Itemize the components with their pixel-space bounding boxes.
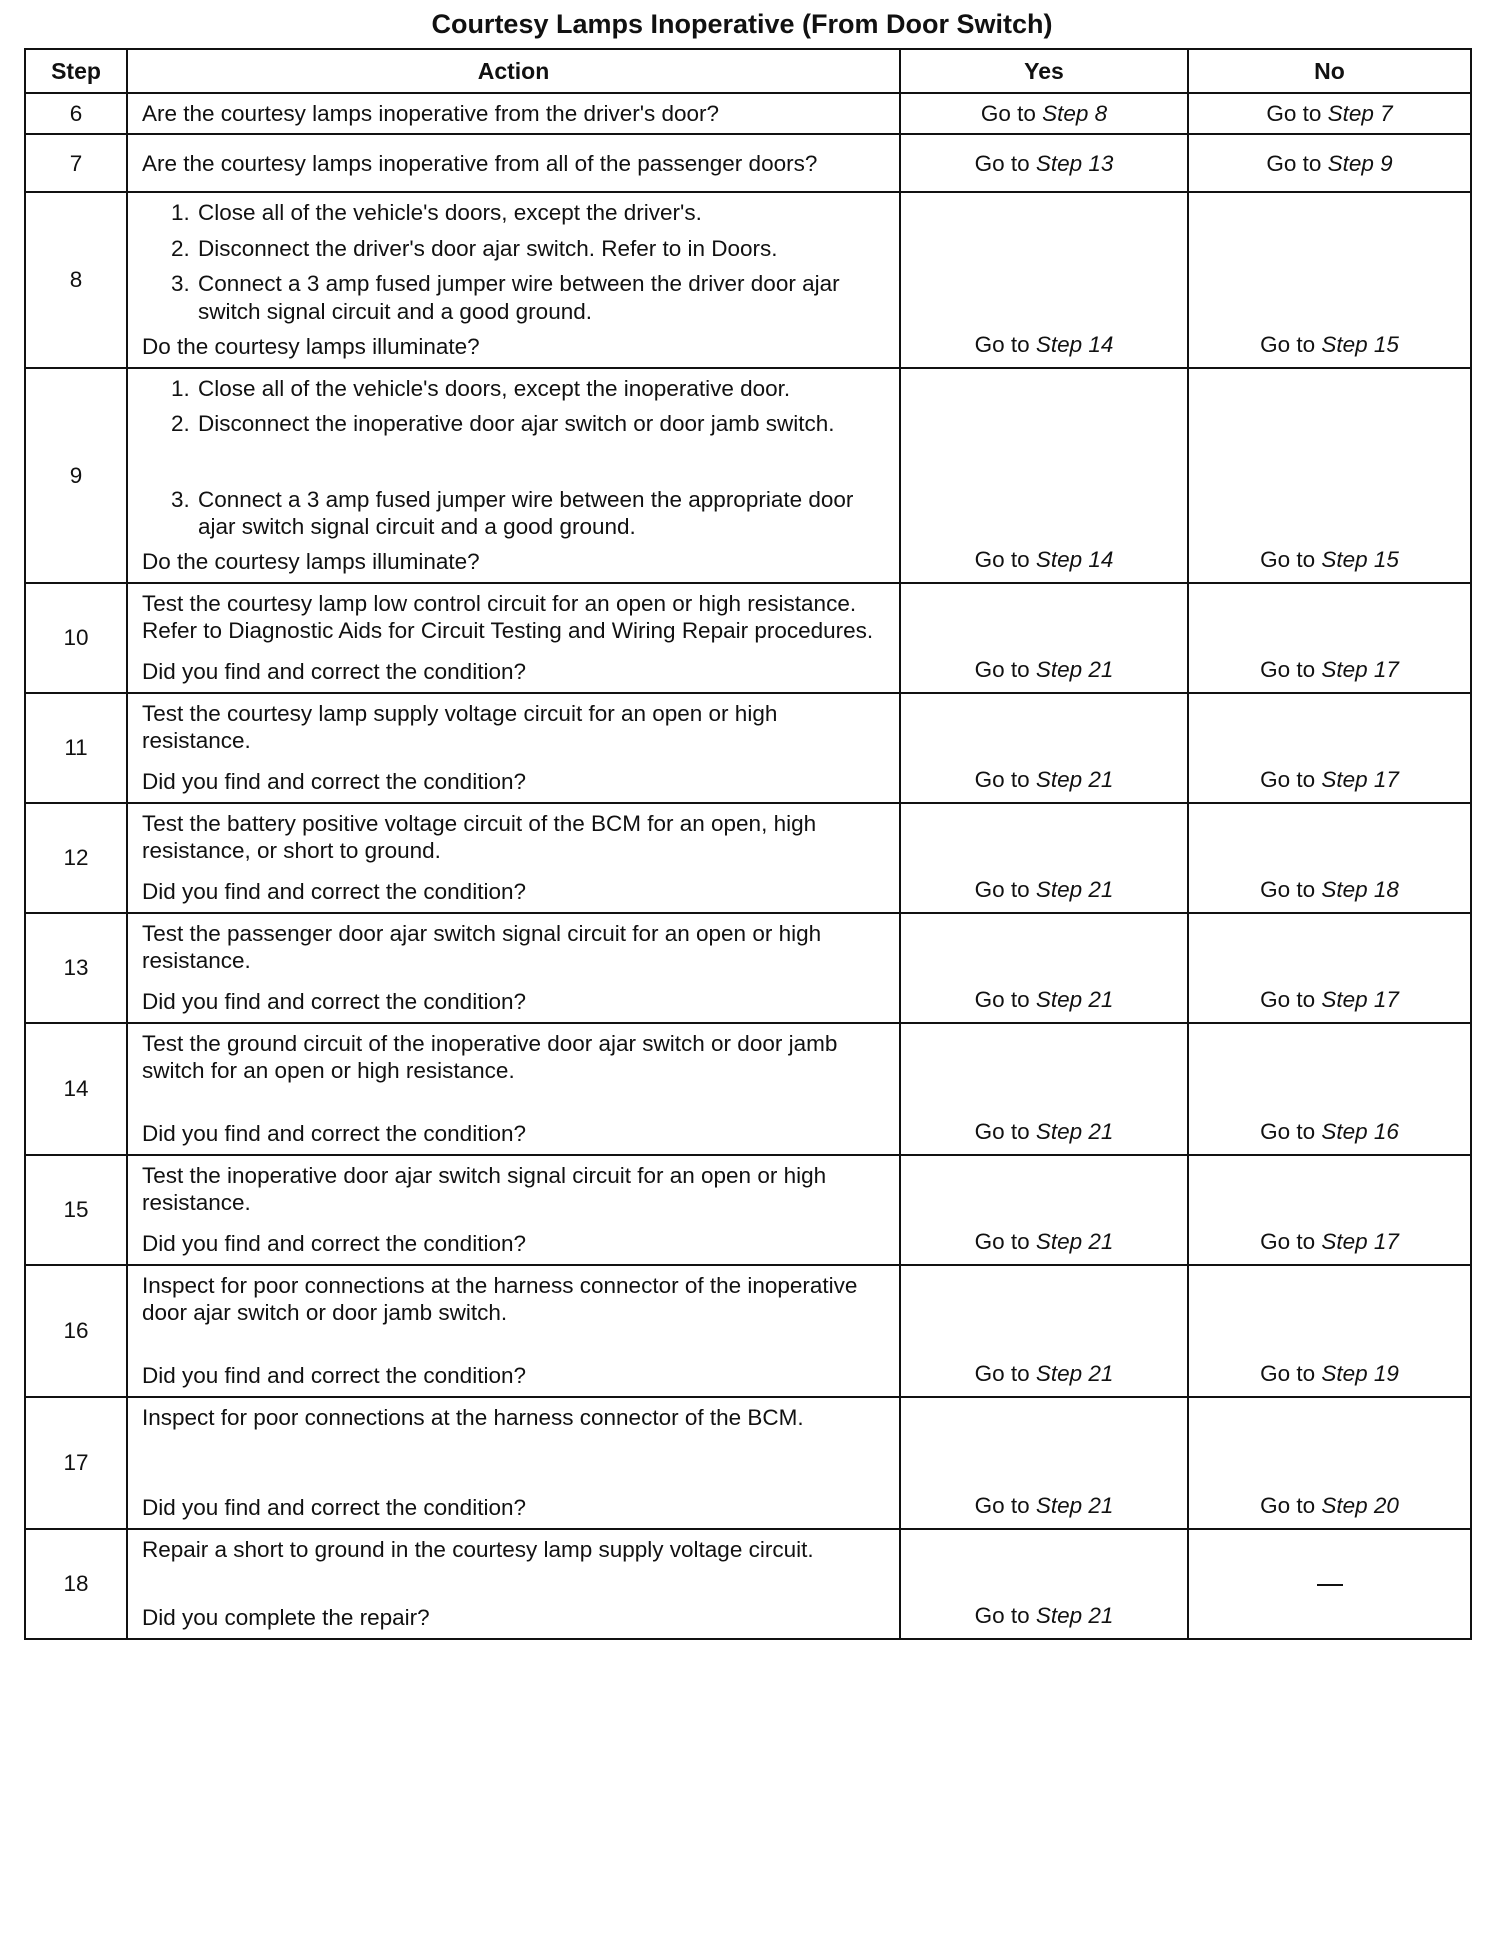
no-cell: [1188, 1023, 1471, 1155]
step-reference: Step 14: [1035, 547, 1114, 573]
table-row: [25, 583, 1471, 693]
step-reference: Step 16: [1321, 1119, 1399, 1145]
action-question: Did you complete the repair?: [142, 1605, 430, 1631]
action-content: [142, 1536, 889, 1632]
action-content: [142, 1272, 889, 1390]
action-question: Did you find and correct the condition?: [142, 659, 526, 685]
go-to-label: Go to: [974, 877, 1030, 903]
action-content: [142, 1162, 889, 1258]
step-number: 16: [25, 1265, 127, 1397]
step-reference: Step 17: [1321, 987, 1399, 1013]
action-question: Did you find and correct the condition?: [142, 1495, 526, 1521]
action-cell: [127, 913, 900, 1023]
action-content: [142, 1404, 889, 1522]
action-cell: [127, 1265, 900, 1397]
action-text: Repair a short to ground in the courtesy lamp supply voltage circuit.: [142, 1536, 814, 1562]
table-row: [25, 368, 1471, 583]
action-cell: [127, 1155, 900, 1265]
step-number: 12: [25, 803, 127, 913]
action-text: Inspect for poor connections at the harness connector of the BCM.: [142, 1404, 804, 1430]
step-reference: Step 21: [1035, 1493, 1114, 1519]
action-question: Did you find and correct the condition?: [142, 769, 526, 795]
yes-cell: [900, 583, 1188, 693]
no-cell: [1188, 1265, 1471, 1397]
action-text: Test the courtesy lamp supply voltage circuit for an open or high resistance.: [142, 700, 778, 754]
table-row: [25, 1023, 1471, 1155]
go-to-label: Go to: [974, 767, 1030, 793]
step-reference: Step 20: [1321, 1493, 1399, 1519]
yes-cell: [900, 1529, 1188, 1639]
go-to-label: Go to: [974, 1229, 1030, 1255]
yes-cell: [900, 693, 1188, 803]
yes-cell: [900, 1397, 1188, 1529]
action-text: Test the courtesy lamp low control circuit for an open or high resistance. Refer to Diagnostic Aids for Circuit Testing and Wiring Repair procedures.: [142, 590, 874, 644]
action-cell: [127, 1529, 900, 1639]
no-cell: [1188, 368, 1471, 583]
action-cell: [127, 134, 900, 192]
table-row: [25, 1397, 1471, 1529]
table-row: [25, 913, 1471, 1023]
action-content: [142, 199, 889, 360]
action-content: [142, 810, 889, 906]
action-content: [142, 141, 889, 185]
action-cell: [127, 693, 900, 803]
action-question: Did you find and correct the condition?: [142, 879, 526, 905]
step-reference: Step 21: [1035, 657, 1114, 683]
go-to-label: Go to: [1260, 547, 1316, 573]
yes-cell: [900, 913, 1188, 1023]
go-to-label: Go to: [1260, 1493, 1316, 1519]
diagnostic-table: [24, 48, 1472, 1640]
step-reference: Step 21: [1035, 1119, 1114, 1145]
go-to-label: Go to: [1260, 657, 1316, 683]
action-step-item: 3. Connect a 3 amp fused jumper wire between the appropriate door ajar switch signal circuit and a good ground.: [196, 486, 889, 541]
action-step-item: 2. Disconnect the inoperative door ajar switch or door jamb switch.: [196, 410, 889, 437]
step-number: 18: [25, 1529, 127, 1639]
action-steps-list: [142, 199, 889, 333]
yes-cell: [900, 93, 1188, 134]
go-to-label: Go to: [974, 1119, 1030, 1145]
no-cell: [1188, 803, 1471, 913]
header-step: Step: [25, 49, 127, 93]
go-to-label: Go to: [974, 150, 1030, 176]
step-reference: Step 9: [1327, 150, 1393, 176]
table-row: [25, 192, 1471, 367]
step-reference: Step 15: [1321, 547, 1399, 573]
step-number: 13: [25, 913, 127, 1023]
yes-cell: [900, 1265, 1188, 1397]
table-row: [25, 134, 1471, 192]
action-text: Test the battery positive voltage circuit of the BCM for an open, high resistance, or short to ground.: [142, 810, 817, 864]
table-row: [25, 1265, 1471, 1397]
action-content: [142, 700, 889, 796]
action-question: Did you find and correct the condition?: [142, 1231, 526, 1257]
step-reference: Step 17: [1321, 767, 1399, 793]
yes-cell: [900, 134, 1188, 192]
action-steps-list: [142, 375, 889, 549]
step-number: 9: [25, 368, 127, 583]
action-step-item: 1. Close all of the vehicle's doors, except the driver's.: [196, 199, 889, 226]
step-number: 11: [25, 693, 127, 803]
go-to-label: Go to: [1260, 1229, 1316, 1255]
action-text: Are the courtesy lamps inoperative from the driver's door?: [142, 101, 720, 126]
go-to-label: Go to: [1260, 1361, 1316, 1387]
no-cell: [1188, 134, 1471, 192]
step-number: 14: [25, 1023, 127, 1155]
action-cell: [127, 93, 900, 134]
step-reference: Step 15: [1321, 332, 1399, 358]
page-title: Courtesy Lamps Inoperative (From Door Switch): [431, 9, 1053, 39]
table-row: [25, 93, 1471, 134]
table-row: [25, 693, 1471, 803]
yes-cell: [900, 1155, 1188, 1265]
action-content: [142, 1030, 889, 1148]
step-reference: Step 17: [1321, 1229, 1399, 1255]
action-cell: [127, 1397, 900, 1529]
action-text: Test the inoperative door ajar switch signal circuit for an open or high resistance.: [142, 1162, 827, 1216]
header-action: Action: [127, 49, 900, 93]
action-text: Inspect for poor connections at the harness connector of the inoperative door ajar switch or door jamb switch.: [142, 1272, 858, 1326]
yes-cell: [900, 368, 1188, 583]
table-row: [25, 1529, 1471, 1639]
go-to-label: Go to: [974, 547, 1030, 573]
step-reference: Step 7: [1327, 101, 1393, 126]
step-number: 10: [25, 583, 127, 693]
no-cell: [1188, 192, 1471, 367]
step-reference: Step 13: [1035, 150, 1114, 176]
action-cell: [127, 803, 900, 913]
action-question: Did you find and correct the condition?: [142, 1121, 526, 1147]
go-to-label: Go to: [1260, 767, 1316, 793]
go-to-label: Go to: [974, 332, 1030, 358]
go-to-label: Go to: [974, 1493, 1030, 1519]
no-cell: [1188, 1529, 1471, 1639]
go-to-label: Go to: [974, 657, 1030, 683]
step-number: 17: [25, 1397, 127, 1529]
no-cell: [1188, 1155, 1471, 1265]
action-text: Test the ground circuit of the inoperative door ajar switch or door jamb switch for an open or high resistance.: [142, 1030, 838, 1084]
action-text: Test the passenger door ajar switch signal circuit for an open or high resistance.: [142, 920, 822, 974]
header-no: No: [1188, 49, 1471, 93]
step-reference: Step 21: [1035, 1361, 1114, 1387]
go-to-label: Go to: [974, 987, 1030, 1013]
go-to-label: Go to: [974, 1361, 1030, 1387]
action-content: [142, 100, 889, 127]
step-number: 8: [25, 192, 127, 367]
step-reference: Step 21: [1035, 767, 1114, 793]
action-step-item: 2. Disconnect the driver's door ajar switch. Refer to in Doors.: [196, 235, 889, 262]
go-to-label: Go to: [974, 1603, 1030, 1629]
yes-cell: [900, 192, 1188, 367]
action-cell: [127, 1023, 900, 1155]
step-reference: Step 19: [1321, 1361, 1399, 1387]
table-row: [25, 1155, 1471, 1265]
action-text: Are the courtesy lamps inoperative from all of the passenger doors?: [142, 150, 818, 176]
no-cell: [1188, 913, 1471, 1023]
step-reference: Step 21: [1035, 877, 1114, 903]
action-question: Did you find and correct the condition?: [142, 989, 526, 1015]
action-question: Did you find and correct the condition?: [142, 1363, 526, 1389]
step-reference: Step 21: [1035, 1229, 1114, 1255]
step-reference: Step 21: [1035, 1603, 1114, 1629]
step-number: 7: [25, 134, 127, 192]
step-number: 6: [25, 93, 127, 134]
action-cell: [127, 192, 900, 367]
go-to-label: Go to: [1260, 877, 1316, 903]
step-reference: Step 17: [1321, 657, 1399, 683]
no-cell: [1188, 583, 1471, 693]
yes-cell: [900, 803, 1188, 913]
yes-cell: [900, 1023, 1188, 1155]
action-cell: [127, 368, 900, 583]
go-to-label: Go to: [980, 101, 1036, 126]
step-reference: Step 8: [1042, 101, 1108, 126]
action-content: [142, 375, 889, 576]
step-reference: Step 18: [1321, 877, 1399, 903]
action-step-item: 3. Connect a 3 amp fused jumper wire between the driver door ajar switch signal circuit and a good ground.: [196, 270, 889, 325]
table-row: [25, 803, 1471, 913]
go-to-label: Go to: [1260, 1119, 1316, 1145]
action-cell: [127, 583, 900, 693]
go-to-label: Go to: [1260, 987, 1316, 1013]
step-reference: Step 21: [1035, 987, 1114, 1013]
not-applicable-dash: [1317, 1584, 1343, 1586]
no-cell: [1188, 1397, 1471, 1529]
action-question: Do the courtesy lamps illuminate?: [142, 334, 480, 360]
no-cell: [1188, 93, 1471, 134]
action-content: [142, 920, 889, 1016]
step-number: 15: [25, 1155, 127, 1265]
go-to-label: Go to: [1266, 150, 1322, 176]
action-question: Do the courtesy lamps illuminate?: [142, 549, 480, 575]
action-step-item: 1. Close all of the vehicle's doors, except the inoperative door.: [196, 375, 889, 402]
action-content: [142, 590, 889, 686]
step-reference: Step 14: [1035, 332, 1114, 358]
header-yes: Yes: [900, 49, 1188, 93]
no-cell: [1188, 693, 1471, 803]
go-to-label: Go to: [1260, 332, 1316, 358]
go-to-label: Go to: [1266, 101, 1322, 126]
table-header-row: [25, 49, 1471, 93]
